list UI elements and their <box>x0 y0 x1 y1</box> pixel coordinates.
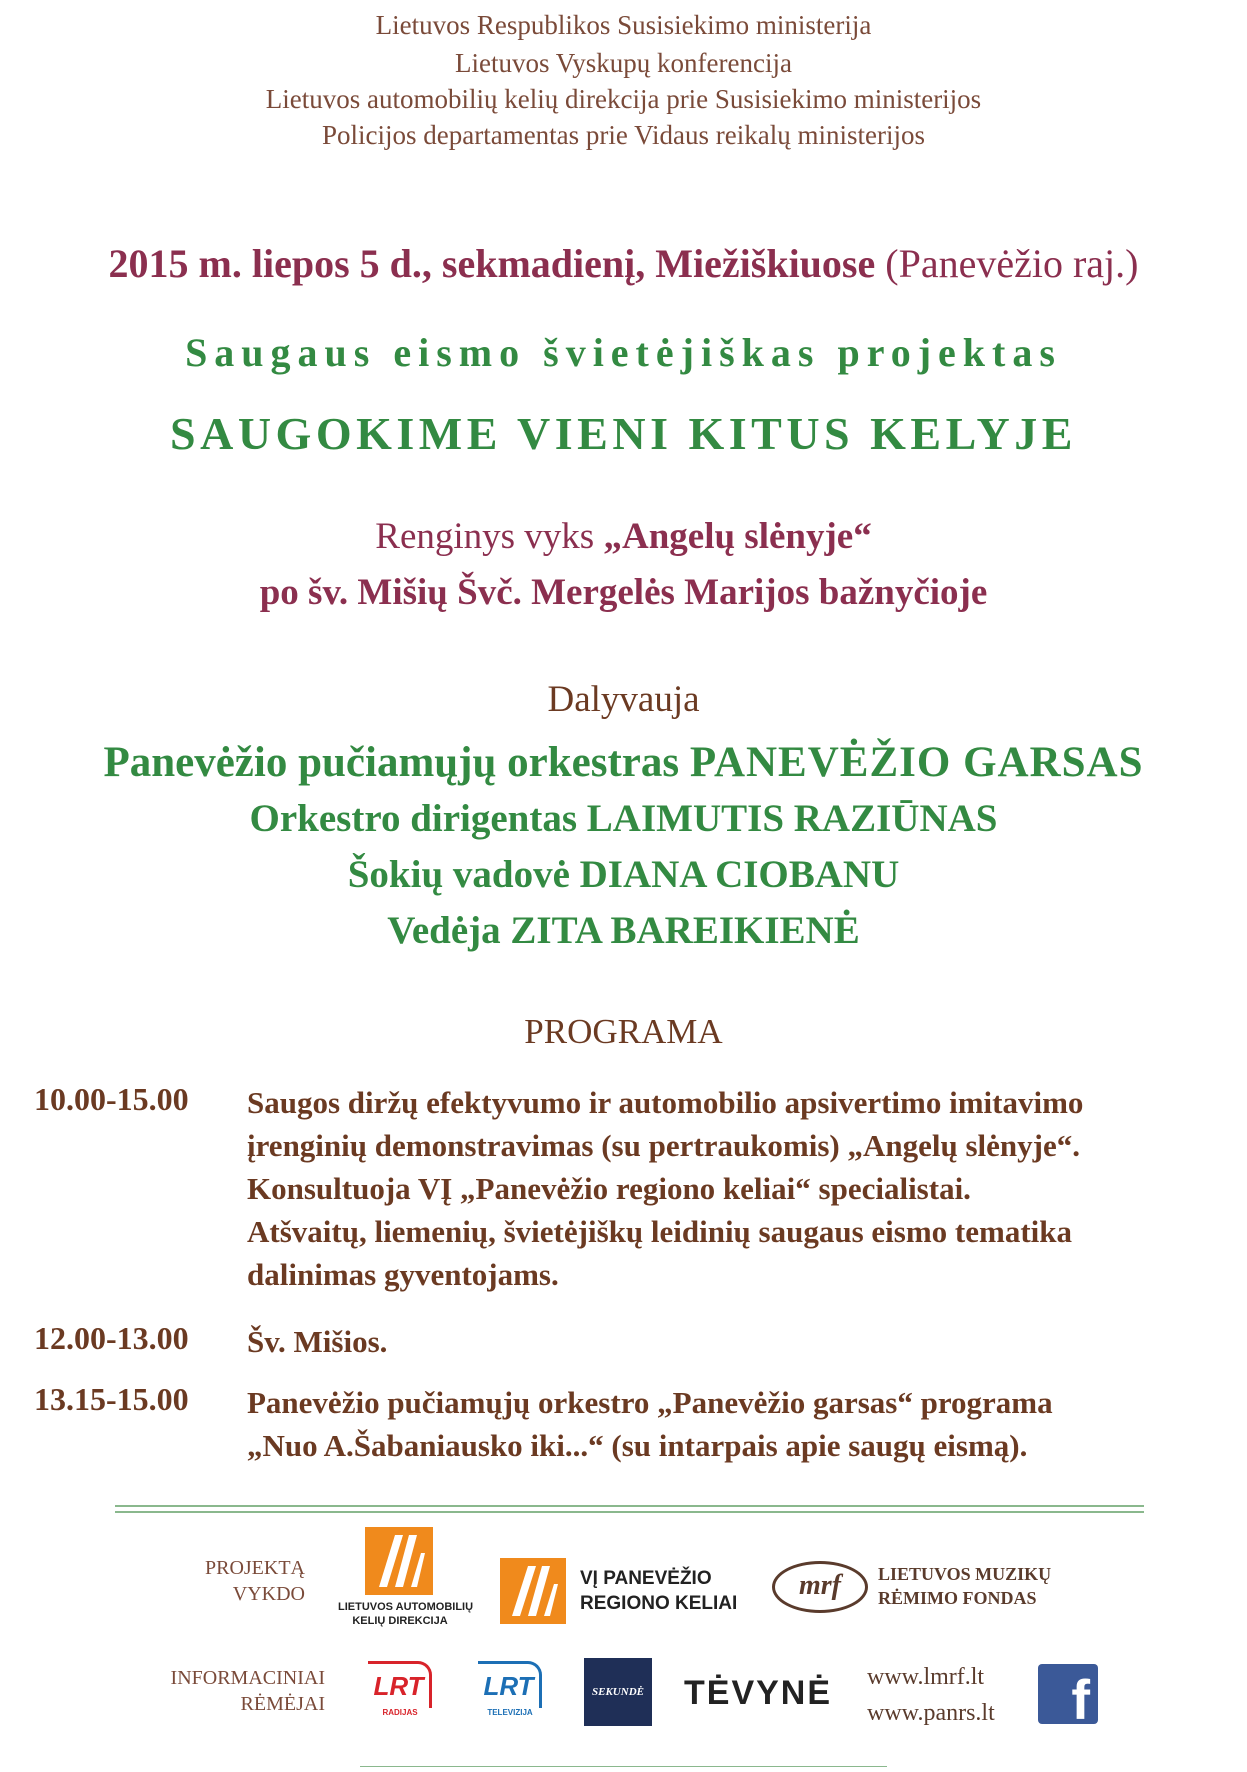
lrt-radio-logo <box>368 1661 432 1725</box>
sekunde-mark: SEKUNDĖ <box>592 1686 644 1698</box>
website-links <box>867 1659 995 1731</box>
programme-line: Atšvaitų, liemenių, švietėjiškų leidinių saugaus eismo tematika <box>247 1214 1072 1249</box>
participant-name: LAIMUTIS RAZIŪNAS <box>586 797 998 840</box>
participant-name: ZITA BAREIKIENĖ <box>510 909 860 952</box>
facebook-glyph: f <box>1071 1668 1090 1724</box>
lrt-tv-mark: LRT <box>478 1661 542 1708</box>
vi-logo <box>500 1558 566 1624</box>
lmrf-line: LIETUVOS MUZIKŲ <box>878 1564 1052 1584</box>
lakd-line: LIETUVOS AUTOMOBILIŲ <box>338 1601 474 1613</box>
lmrf-line: RĖMIMO FONDAS <box>878 1588 1037 1608</box>
participant-name: PANEVĖŽIO GARSAS <box>689 739 1144 786</box>
participant-line <box>0 852 1247 897</box>
divider-line <box>115 1511 1144 1513</box>
vi-logo-text <box>580 1566 737 1616</box>
participant-name: DIANA CIOBANU <box>579 853 900 896</box>
programme-line: Saugos diržų efektyvumo ir automobilio apsivertimo imitavimo <box>247 1085 1084 1120</box>
lakd-line: KELIŲ DIREKCIJA <box>352 1615 448 1627</box>
lmrf-mark: mrf <box>799 1570 841 1601</box>
vi-line: VĮ PANEVĖŽIO <box>580 1568 712 1589</box>
organizer-line: Lietuvos Respublikos Susisiekimo ministerija <box>375 10 872 40</box>
venue-line-2: po šv. Mišių Švč. Mergelės Marijos bažnyčioje <box>259 572 988 613</box>
website-link[interactable]: www.lmrf.lt <box>867 1664 985 1690</box>
tevyne-logo: TĖVYNĖ <box>684 1674 833 1712</box>
programme-description <box>247 1320 1227 1363</box>
lmrf-logo <box>772 1561 868 1613</box>
divider-line <box>115 1505 1144 1507</box>
media-label-line: RĖMĖJAI <box>240 1693 325 1715</box>
venue-line <box>0 515 1247 558</box>
programme-time: 10.00-15.00 <box>34 1081 189 1117</box>
vi-line: REGIONO KELIAI <box>580 1593 738 1614</box>
participant-role: Panevėžio pučiamųjų orkestras <box>103 739 690 786</box>
lakd-logo <box>365 1527 433 1595</box>
media-label <box>135 1665 325 1717</box>
programme-line: įrenginių demonstravimas (su pertraukomis) „Angelų slėnyje“. <box>247 1128 1081 1163</box>
website-link[interactable]: www.panrs.lt <box>867 1700 995 1726</box>
programme-line: Panevėžio pučiamųjų orkestro „Panevėžio garsas“ programa <box>247 1385 1053 1420</box>
road-icon <box>500 1558 566 1624</box>
participant-line <box>0 738 1247 787</box>
lrt-radio-mark: LRT <box>368 1661 432 1708</box>
organizer-line: Lietuvos automobilių kelių direkcija prie Susisiekimo ministerijos <box>265 84 982 114</box>
programme-time: 12.00-13.00 <box>34 1320 189 1356</box>
organizer-line: Lietuvos Vyskupų konferencija <box>455 48 792 78</box>
participant-role: Orkestro dirigentas <box>249 797 587 840</box>
lakd-logo-text <box>338 1600 474 1628</box>
programme-time: 13.15-15.00 <box>34 1381 189 1417</box>
programme-description <box>247 1381 1227 1467</box>
lrt-tv-logo <box>478 1661 542 1725</box>
project-label-line: VYKDO <box>232 1583 305 1605</box>
programme-heading: PROGRAMA <box>524 1012 723 1051</box>
lmrf-logo-text <box>878 1562 1051 1610</box>
media-label-line: INFORMACINIAI <box>170 1667 325 1689</box>
participant-line <box>0 796 1247 841</box>
lrt-radio-sub: RADIJAS <box>382 1708 418 1717</box>
road-icon <box>365 1527 433 1595</box>
programme-line: Šv. Mišios. <box>247 1324 388 1359</box>
participant-role: Vedėja <box>387 909 511 952</box>
project-label <box>175 1555 305 1607</box>
lrt-tv-sub: TELEVIZIJA <box>487 1708 533 1717</box>
venue-name: „Angelų slėnyje“ <box>603 516 872 557</box>
participant-line <box>0 908 1247 953</box>
event-place: (Panevėžio raj.) <box>875 241 1139 286</box>
participants-heading: Dalyvauja <box>547 679 700 720</box>
programme-line: Konsultuoja VĮ „Panevėžio regiono keliai“ specialistai. <box>247 1171 971 1206</box>
sekunde-logo <box>584 1658 652 1726</box>
programme-line: dalinimas gyventojams. <box>247 1257 559 1292</box>
venue-prefix: Renginys vyks <box>375 516 604 557</box>
programme-description <box>247 1081 1227 1296</box>
project-label-line: PROJEKTĄ <box>204 1557 305 1579</box>
organizer-line: Policijos departamentas prie Vidaus reikalų ministerijos <box>321 120 925 150</box>
bottom-divider <box>360 1766 887 1767</box>
project-title: SAUGOKIME VIENI KITUS KELYJE <box>170 408 1077 459</box>
participant-role: Šokių vadovė <box>347 853 580 896</box>
facebook-icon[interactable] <box>1038 1664 1098 1724</box>
event-date-main: 2015 m. liepos 5 d., sekmadienį, Miežiškiuose <box>108 241 876 286</box>
event-date <box>0 240 1247 287</box>
programme-line: „Nuo A.Šabaniausko iki...“ (su intarpais apie saugų eismą). <box>247 1428 1028 1463</box>
project-subtitle: Saugaus eismo švietėjiškas projektas <box>185 330 1062 375</box>
